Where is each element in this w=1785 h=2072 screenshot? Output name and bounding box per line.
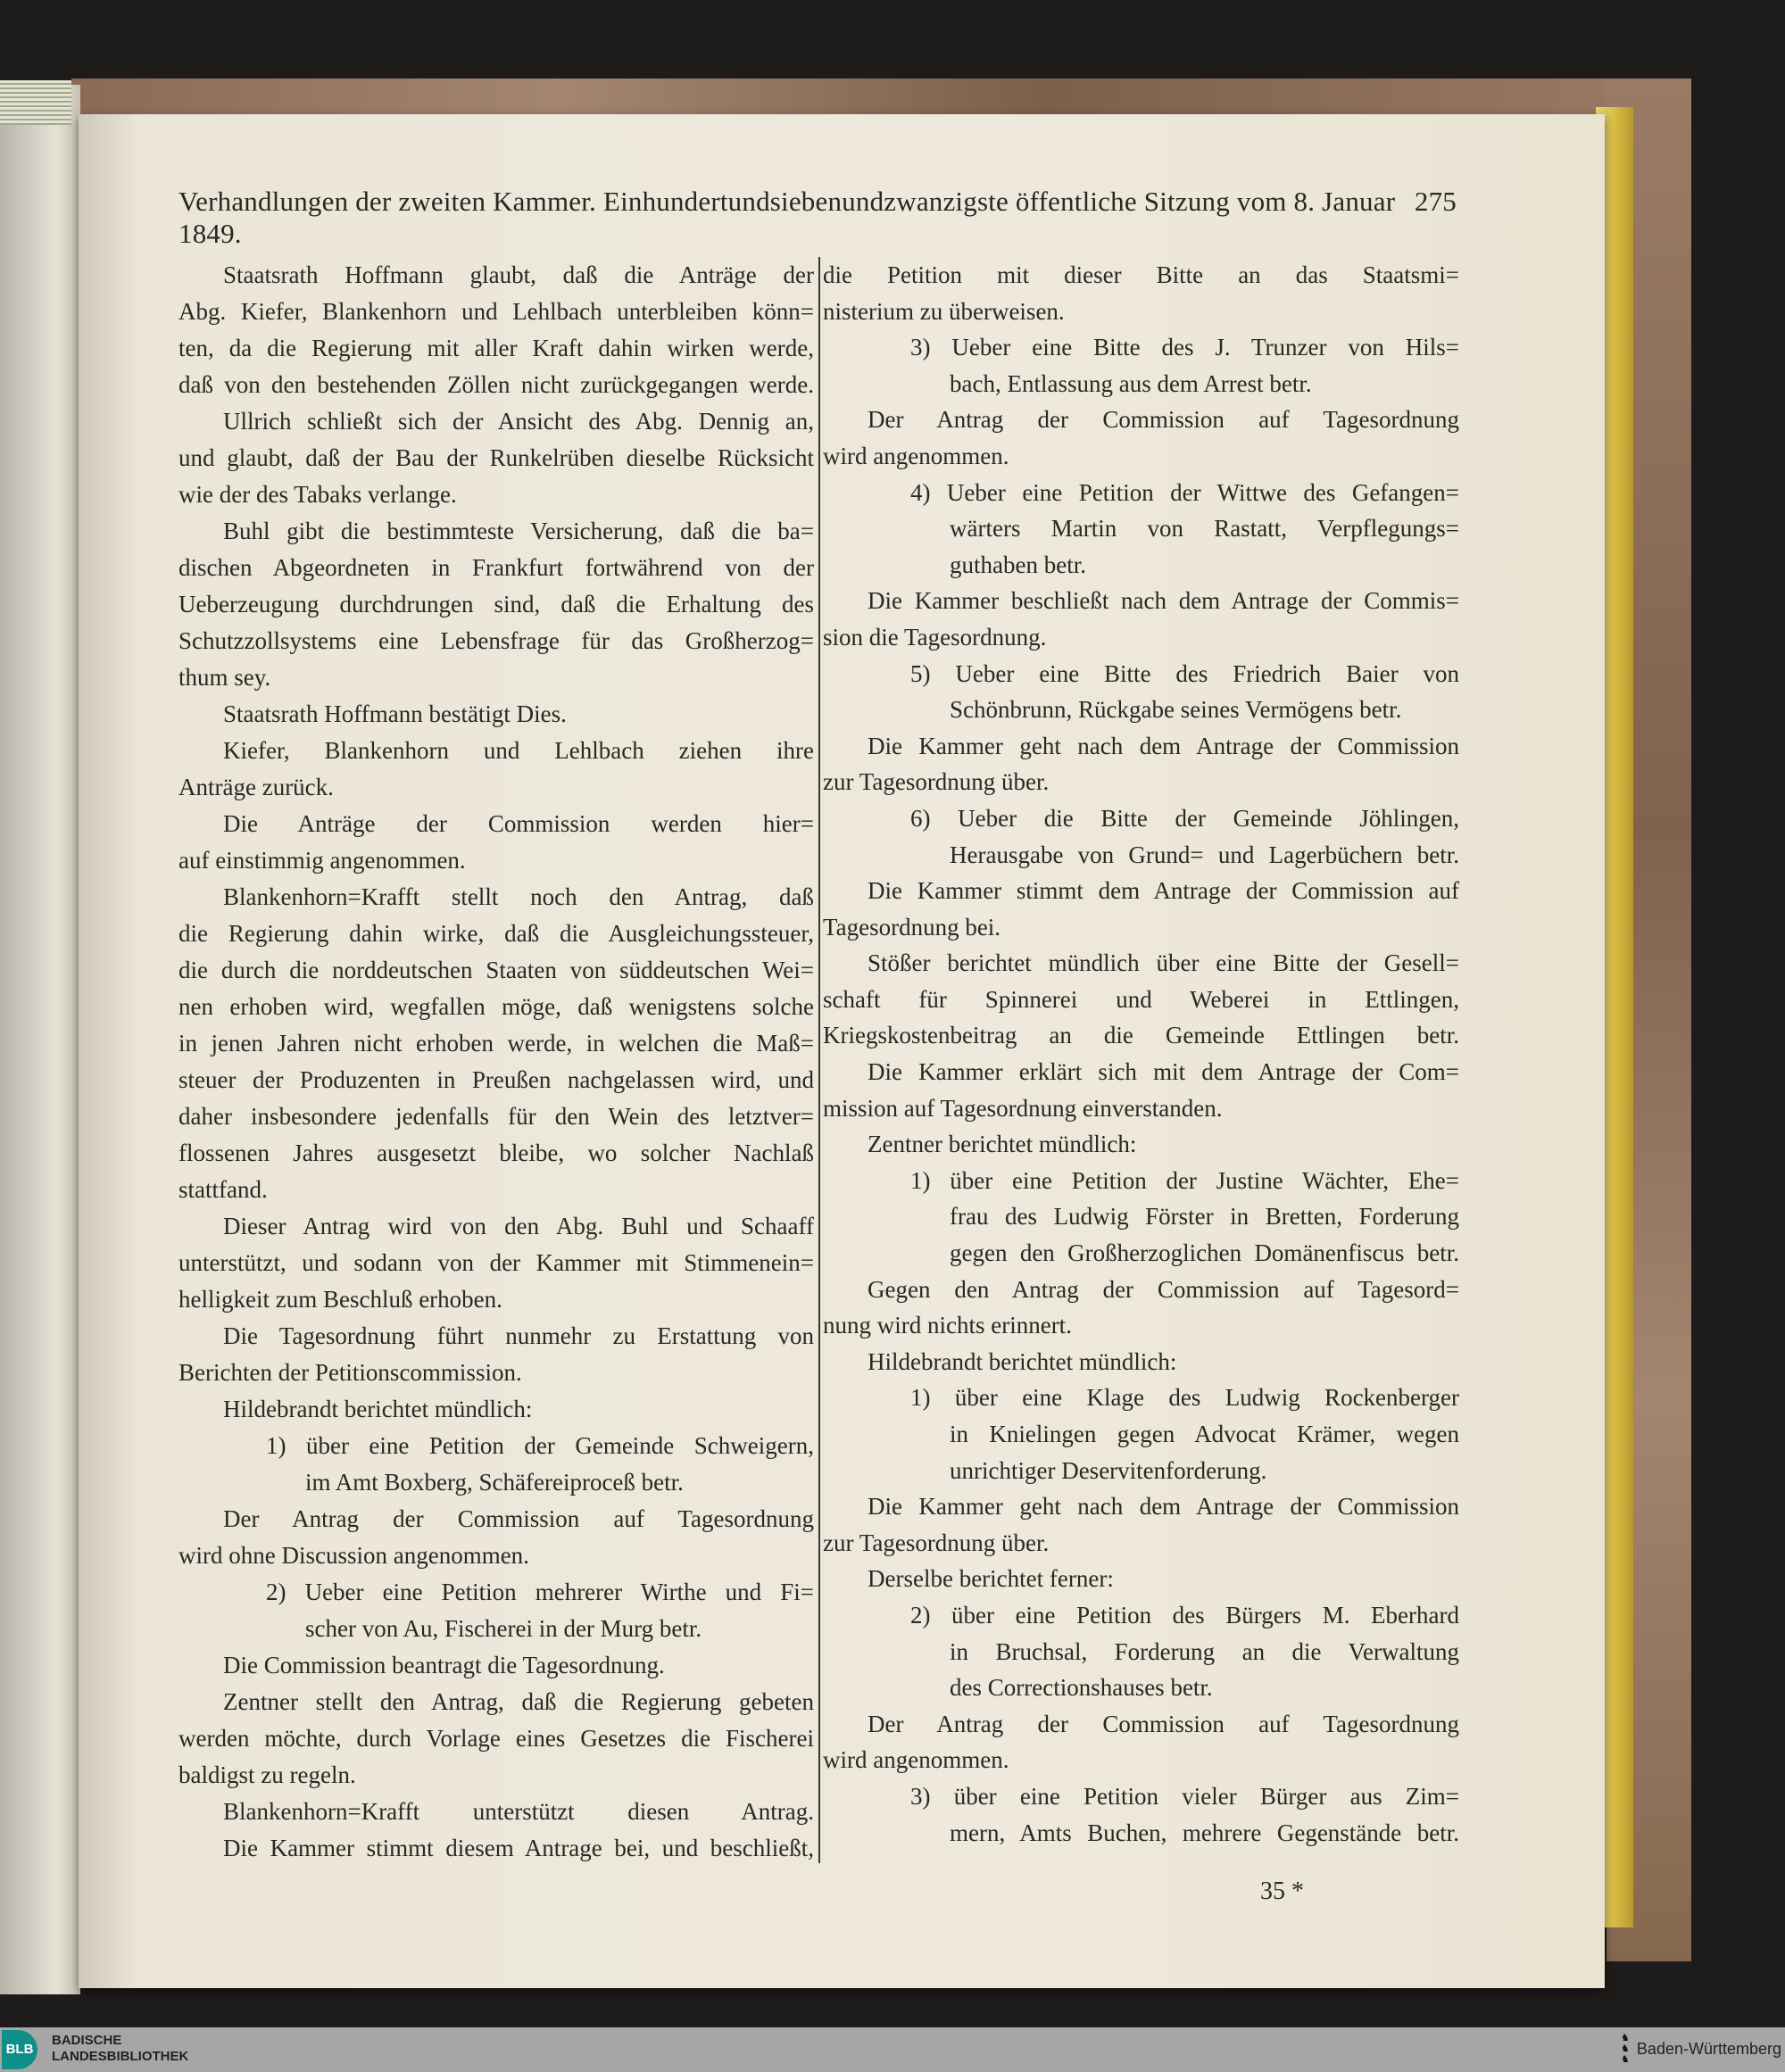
text-line: auf einstimmig angenommen. <box>178 847 466 874</box>
text-line: Zentner berichtet mündlich: <box>868 1131 1137 1158</box>
text-line: Gegen den Antrag der Commission auf Tagesord= <box>868 1275 1459 1303</box>
text-line: die Petition mit dieser Bitte an das Staatsmi= <box>823 261 1459 288</box>
facing-page-edge <box>0 85 80 1994</box>
text-line: Die Kammer stimmt diesem Antrage bei, und beschließt, <box>223 1835 814 1861</box>
text-line: Die Kammer beschließt nach dem Antrage der Commis= <box>868 587 1459 615</box>
text-line: 1) über eine Klage des Ludwig Rockenberger <box>910 1384 1459 1412</box>
text-line: Herausgabe von Grund= und Lagerbüchern betr. <box>950 841 1459 868</box>
text-line: baldigst zu regeln. <box>178 1761 356 1788</box>
right-text-column <box>823 257 1459 1851</box>
text-line: thum sey. <box>178 664 271 691</box>
text-line: steuer der Produzenten in Preußen nachgelassen wird, und <box>178 1066 814 1093</box>
text-line: scher von Au, Fischerei in der Murg betr. <box>305 1615 702 1642</box>
text-line: wird angenommen. <box>823 1746 1009 1774</box>
text-line: mission auf Tagesordnung einverstanden. <box>823 1094 1223 1122</box>
text-line: Die Kammer geht nach dem Antrage der Commission <box>868 732 1459 759</box>
text-line: Der Antrag der Commission auf Tagesordnung <box>868 406 1459 434</box>
text-line: Die Kammer geht nach dem Antrage der Commission <box>868 1493 1459 1521</box>
text-line: Ueberzeugung durchdrungen sind, daß die Erhaltung des <box>178 591 814 617</box>
library-name-line2: LANDESBIBLIOTHEK <box>52 2049 189 2064</box>
text-line: gegen den Großherzoglichen Domänenfiscus betr. <box>950 1239 1459 1267</box>
text-line: Schönbrunn, Rückgabe seines Vermögens betr. <box>950 696 1402 724</box>
text-line: unrichtiger Deservitenforderung. <box>950 1456 1267 1484</box>
signature-mark: 35 * <box>1260 1877 1304 1905</box>
text-line: in Bruchsal, Forderung an die Verwaltung <box>950 1637 1459 1665</box>
text-line: daher insbesondere jedenfalls für den Wein des letztver= <box>178 1103 814 1130</box>
text-line: 4) Ueber eine Petition der Wittwe des Gefangen= <box>910 478 1459 506</box>
text-line: Staatsrath Hoffmann bestätigt Dies. <box>223 700 567 727</box>
text-line: Zentner stellt den Antrag, daß die Regierung gebeten <box>223 1688 814 1715</box>
library-name <box>52 2033 188 2065</box>
text-line: wird angenommen. <box>823 442 1009 469</box>
text-line: Buhl gibt die bestimmteste Versicherung, daß die ba= <box>223 518 814 544</box>
text-line: des Correctionshauses betr. <box>950 1674 1213 1702</box>
text-line: Staatsrath Hoffmann glaubt, daß die Anträge der <box>223 261 814 288</box>
column-divider <box>818 257 820 1863</box>
text-line: 1) über eine Petition der Gemeinde Schweigern, <box>266 1432 814 1459</box>
text-line: wärters Martin von Rastatt, Verpflegungs= <box>950 515 1459 543</box>
text-line: 2) über eine Petition des Bürgers M. Eberhard <box>910 1601 1459 1629</box>
text-line: Hildebrandt berichtet mündlich: <box>223 1396 533 1422</box>
text-line: 5) Ueber eine Bitte des Friedrich Baier von <box>910 659 1459 687</box>
state-name: Baden-Württemberg <box>1636 2039 1781 2058</box>
text-line: Tagesordnung bei. <box>823 913 1001 941</box>
text-line: im Amt Boxberg, Schäfereiproceß betr. <box>305 1469 684 1496</box>
text-line: Stößer berichtet mündlich über eine Bitte der Gesell= <box>868 949 1459 977</box>
text-line: 2) Ueber eine Petition mehrerer Wirthe und Fi= <box>266 1579 814 1605</box>
text-line: nen erhoben wird, wegfallen möge, daß wenigstens solche <box>178 993 814 1020</box>
text-line: Derselbe berichtet ferner: <box>868 1565 1114 1593</box>
text-line: schaft für Spinnerei und Weberei in Ettlingen, <box>823 985 1459 1013</box>
text-line: stattfand. <box>178 1176 268 1203</box>
lions-icon: ♞ ♞ ♞ <box>1621 2033 1630 2065</box>
text-line: Dieser Antrag wird von den Abg. Buhl und Schaaff <box>223 1213 814 1239</box>
running-header <box>178 186 1457 250</box>
text-line: und glaubt, daß der Bau der Runkelrüben dieselbe Rücksicht <box>178 444 814 471</box>
text-line: zur Tagesordnung über. <box>823 1529 1050 1556</box>
page-number: 275 <box>1414 186 1457 217</box>
text-line: werden möchte, durch Vorlage eines Gesetzes die Fischerei <box>178 1725 814 1752</box>
text-line: Ullrich schließt sich der Ansicht des Abg. Dennig an, <box>223 408 814 435</box>
text-line: 3) über eine Petition vieler Bürger aus Zim= <box>910 1782 1459 1810</box>
text-line: in jenen Jahren nicht erhoben werde, in welchen die Maß= <box>178 1030 814 1057</box>
text-line: Die Tagesordnung führt nunmehr zu Erstattung von <box>223 1322 814 1349</box>
text-line: 6) Ueber die Bitte der Gemeinde Jöhlingen, <box>910 804 1459 832</box>
text-line: Die Kammer stimmt dem Antrage der Commission auf <box>868 877 1459 905</box>
text-line: Die Anträge der Commission werden hier= <box>223 810 814 837</box>
text-line: Abg. Kiefer, Blankenhorn und Lehlbach unterbleiben könn= <box>178 298 814 325</box>
text-line: nisterium zu überweisen. <box>823 297 1065 325</box>
text-line: Der Antrag der Commission auf Tagesordnung <box>223 1505 814 1532</box>
header-title: Verhandlungen der zweiten Kammer. Einhundertundsiebenundzwanzigste öffentliche Sitzung vom 8. Januar 1849. <box>178 186 1396 249</box>
text-line: 3) Ueber eine Bitte des J. Trunzer von Hils= <box>910 334 1459 361</box>
blb-logo[interactable]: BLB <box>2 2030 37 2069</box>
page-stack-edge <box>0 80 71 125</box>
text-line: bach, Entlassung aus dem Arrest betr. <box>950 369 1312 397</box>
text-line: in Knielingen gegen Advocat Krämer, wegen <box>950 1421 1459 1447</box>
text-line: zur Tagesordnung über. <box>823 768 1050 796</box>
text-line: 1) über eine Petition der Justine Wächter, Ehe= <box>910 1166 1459 1194</box>
text-line: Anträge zurück. <box>178 774 334 800</box>
library-name-line1: BADISCHE <box>52 2033 122 2048</box>
text-line: Blankenhorn=Krafft unterstützt diesen Antrag. <box>223 1798 814 1825</box>
text-line: die durch die norddeutschen Staaten von süddeutschen Wei= <box>178 957 814 983</box>
text-line: wie der des Tabaks verlange. <box>178 481 457 508</box>
text-line: helligkeit zum Beschluß erhoben. <box>178 1286 502 1313</box>
text-line: Kriegskostenbeitrag an die Gemeinde Ettlingen betr. <box>823 1022 1459 1049</box>
baden-wuerttemberg-logo[interactable] <box>1621 2033 1781 2065</box>
text-line: Berichten der Petitionscommission. <box>178 1359 522 1386</box>
text-line: nung wird nichts erinnert. <box>823 1312 1072 1339</box>
text-line: flossenen Jahres ausgesetzt bleibe, wo solcher Nachlaß <box>178 1140 814 1166</box>
text-line: Schutzzollsystems eine Lebensfrage für das Großherzog= <box>178 627 814 654</box>
text-line: mern, Amts Buchen, mehrere Gegenstände betr. <box>950 1819 1459 1846</box>
text-line: frau des Ludwig Förster in Bretten, Forderung <box>950 1203 1459 1231</box>
text-line: unterstützt, und sodann von der Kammer mit Stimmenein= <box>178 1249 814 1276</box>
text-line: Kiefer, Blankenhorn und Lehlbach ziehen ihre <box>223 737 814 764</box>
text-line: Die Commission beantragt die Tagesordnung. <box>223 1652 665 1678</box>
text-line: wird ohne Discussion angenommen. <box>178 1542 529 1569</box>
text-line: Hildebrandt berichtet mündlich: <box>868 1347 1177 1375</box>
text-line: daß von den bestehenden Zöllen nicht zurückgegangen werde. <box>178 371 814 398</box>
left-text-column <box>178 257 814 1867</box>
viewer-footer <box>0 2027 1785 2072</box>
text-line: Der Antrag der Commission auf Tagesordnung <box>868 1710 1459 1737</box>
text-line: Blankenhorn=Krafft stellt noch den Antrag, daß <box>223 883 814 910</box>
text-line: Die Kammer erklärt sich mit dem Antrage der Com= <box>868 1058 1459 1086</box>
text-line: die Regierung dahin wirke, daß die Ausgleichungssteuer, <box>178 920 814 947</box>
text-line: ten, da die Regierung mit aller Kraft dahin wirken werde, <box>178 335 814 361</box>
text-line: dischen Abgeordneten in Frankfurt fortwährend von der <box>178 554 814 581</box>
text-line: sion die Tagesordnung. <box>823 623 1047 651</box>
text-line: guthaben betr. <box>950 551 1086 578</box>
